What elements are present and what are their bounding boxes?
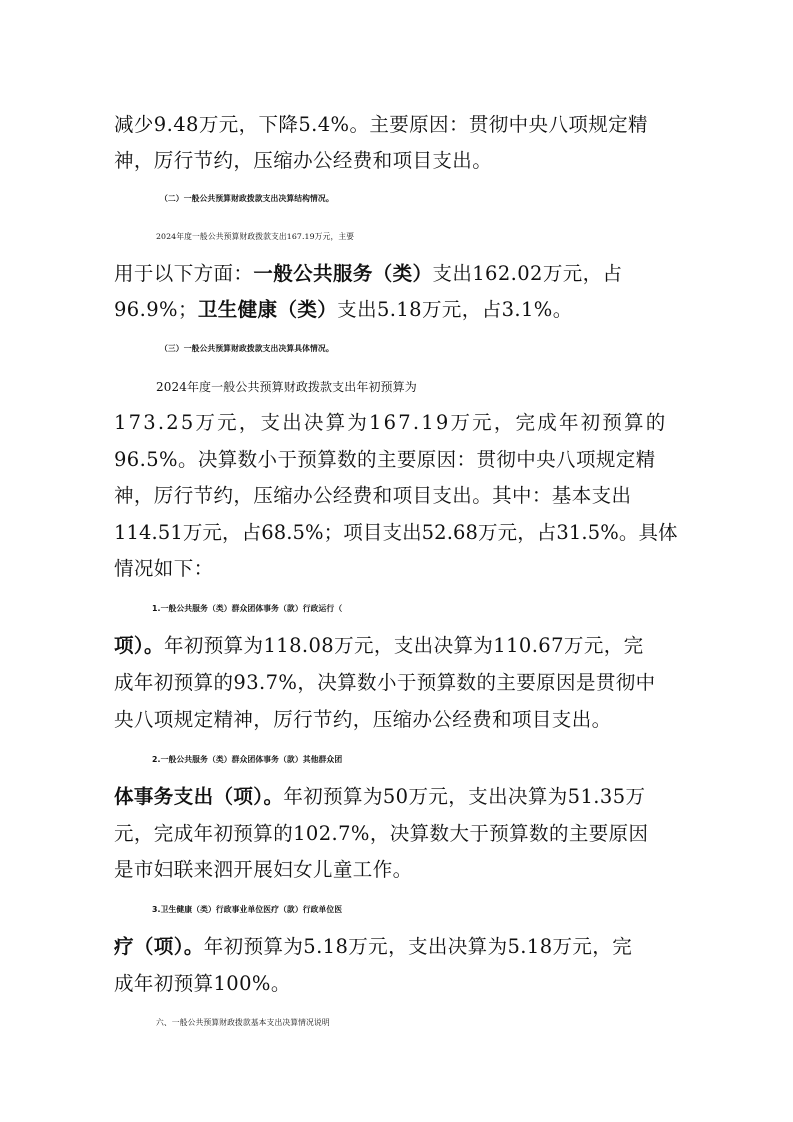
body-line — [114, 557, 680, 581]
body-line — [114, 935, 680, 959]
body-line — [114, 671, 680, 695]
body-line — [114, 858, 680, 882]
text-segment: （二）一般公共预算财政拨款支出决算结构情况。 — [160, 194, 334, 203]
text-segment: 元，完成年初预算的102.7%，决算数大于预算数的主要原因 — [114, 822, 649, 845]
text-segment: 2024年度一般公共预算财政拨款支出167.19万元，主要 — [156, 232, 355, 241]
text-segment: 成年初预算的93.7%，决算数小于预算数的主要原因是贯彻中 — [114, 671, 656, 694]
text-segment-bold: 卫生健康（类） — [197, 298, 338, 321]
text-segment: 是市妇联来泗开展妇女儿童工作。 — [114, 858, 413, 881]
text-segment: （三）一般公共预算财政拨款支出决算具体情况。 — [160, 344, 334, 353]
text-segment: 96.9%； — [114, 298, 198, 321]
body-line — [114, 113, 680, 137]
text-segment-bold: 1.一般公共服务（类）群众团体事务（款）行政运行（ — [152, 604, 343, 613]
text-segment: 年初预算为118.08万元，支出决算为110.67万元，完 — [163, 634, 644, 657]
text-segment: 支出162.02万元，占 — [432, 262, 623, 285]
text-segment: 年初预算为50万元，支出决算为51.35万 — [283, 785, 646, 808]
subsection-heading — [160, 187, 726, 211]
body-line — [156, 225, 722, 249]
body-line — [114, 149, 680, 173]
body-line — [114, 262, 680, 286]
text-segment: 114.51万元，占68.5%；项目支出52.68万元，占31.5%。具体 — [114, 521, 678, 544]
text-segment: 央八项规定精神，厉行节约，压缩办公经费和项目支出。 — [114, 708, 612, 731]
text-segment-bold: 疗（项）。 — [114, 935, 204, 958]
text-segment: 情况如下： — [114, 557, 214, 580]
item-heading — [152, 898, 718, 922]
text-segment-bold: 一般公共服务（类） — [253, 262, 433, 285]
text-segment: 减少9.48万元，下降5.4%。主要原因：贯彻中央八项规定精 — [114, 113, 648, 136]
text-segment: 96.5%。决算数小于预算数的主要原因：贯彻中央八项规定精 — [114, 448, 656, 471]
text-segment: 成年初预算100%。 — [114, 972, 291, 995]
text-segment: 神，厉行节约，压缩办公经费和项目支出。其中：基本支出 — [114, 484, 632, 507]
body-line — [114, 708, 680, 732]
body-line — [114, 822, 680, 846]
text-segment: 支出5.18万元，占3.1%。 — [337, 298, 573, 321]
body-line — [114, 521, 680, 545]
body-line — [114, 411, 680, 435]
body-line — [114, 298, 680, 322]
body-line — [114, 972, 680, 996]
text-segment-bold: 项）。 — [114, 634, 164, 657]
body-line — [114, 785, 680, 809]
text-segment: 年初预算为5.18万元，支出决算为5.18万元，完 — [203, 935, 633, 958]
text-segment: 六、一般公共预算财政拨款基本支出决算情况说明 — [156, 1018, 330, 1027]
text-segment-bold: 3.卫生健康（类）行政事业单位医疗（款）行政单位医 — [152, 905, 343, 914]
body-line — [114, 448, 680, 472]
text-segment: 神，厉行节约，压缩办公经费和项目支出。 — [114, 149, 493, 172]
item-heading — [152, 597, 718, 621]
text-segment: 用于以下方面： — [114, 262, 254, 285]
body-line — [114, 634, 680, 658]
body-line — [114, 484, 680, 508]
body-line — [156, 375, 722, 399]
section-heading — [156, 1011, 722, 1035]
text-segment-bold: 体事务支出（项）。 — [114, 785, 284, 808]
text-segment-bold: 2.一般公共服务（类）群众团体事务（款）其他群众团 — [152, 755, 343, 764]
subsection-heading — [160, 337, 726, 361]
item-heading — [152, 748, 718, 772]
text-segment: 173.25万元，支出决算为167.19万元，完成年初预算的 — [114, 411, 668, 434]
text-segment: 2024年度一般公共预算财政拨款支出年初预算为 — [156, 380, 417, 394]
